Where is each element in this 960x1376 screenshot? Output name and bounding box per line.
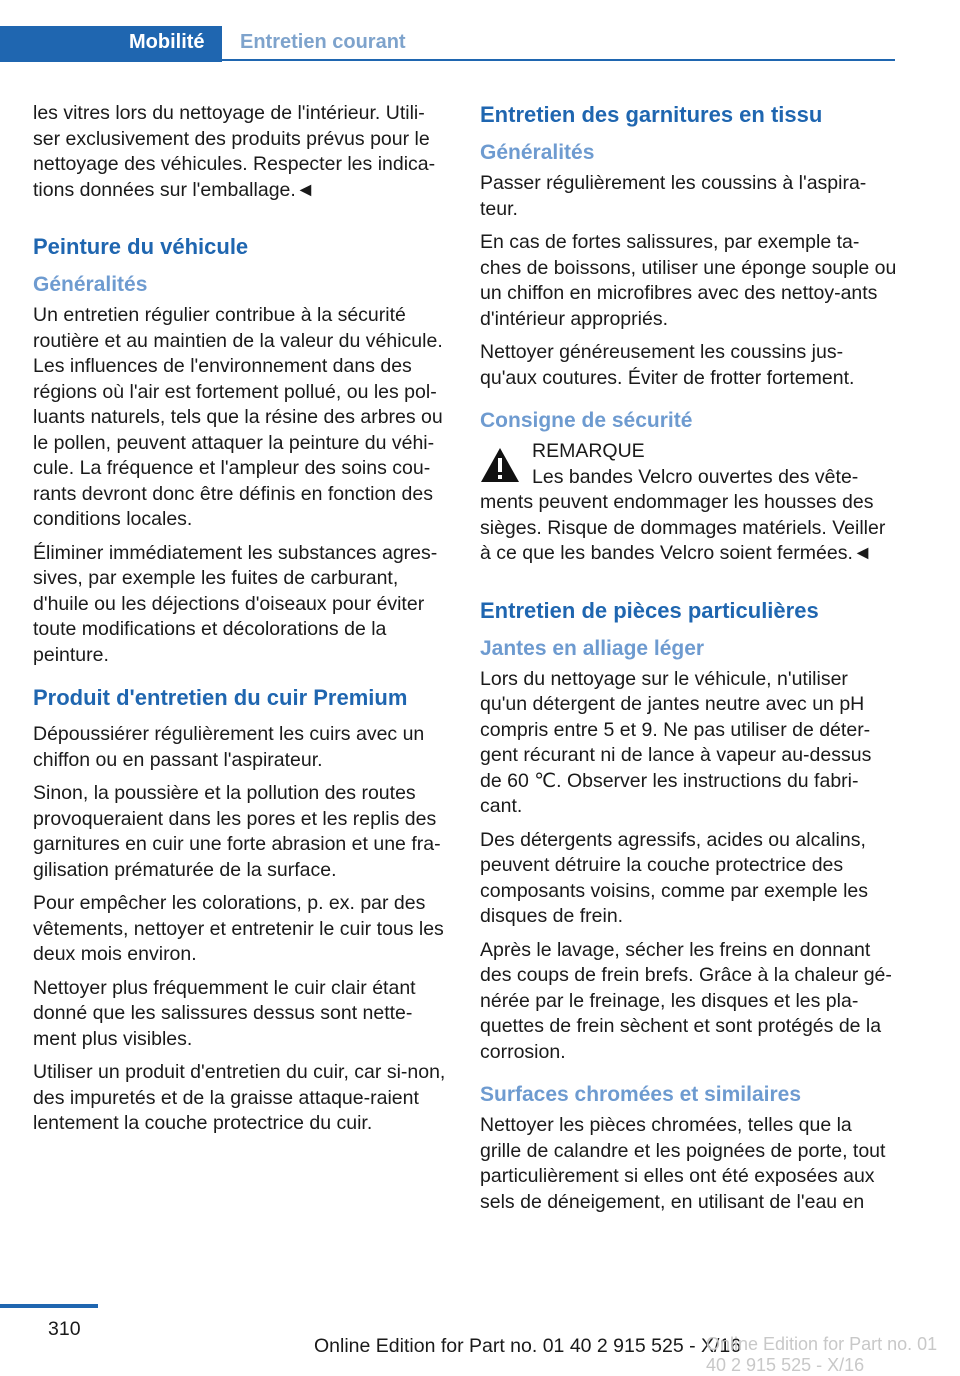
chrome-paragraph-1: Nettoyer les pièces chromées, telles que la grille de calandre et les poignées de porte, tout particulièrement si elles ont été exposées aux sels de déneigement, en utilisant de l'eau en: [480, 1114, 886, 1213]
subheading-safety: Consigne de sécurité: [480, 409, 693, 432]
leather-paragraph-2: Sinon, la poussière et la pollution des routes provoqueraient dans les pores et les replis des garnitures en cuir une forte abrasion et une fra-gilisation prématurée de la surface.: [33, 782, 441, 881]
section-tab: [0, 26, 222, 62]
heading-paint: Peinture du véhicule: [33, 234, 249, 259]
subheading-chrome: Surfaces chromées et similaires: [480, 1083, 802, 1106]
footer-rule: [0, 1304, 98, 1308]
rims-paragraph-1: Lors du nettoyage sur le véhicule, n'utiliser qu'un détergent de jantes neutre avec un pH compris entre 5 et 9. Ne pas utiliser de déter-gent récurant ni de lance à vapeur au-dessus de 60 ℃. Observer les instructions du fabri-cant.: [480, 667, 872, 817]
edition-label: Online Edition for Part no. 01 40 2 915 525 - X/16: [314, 1335, 742, 1357]
warning-note: [480, 439, 898, 567]
header-rule: [222, 59, 895, 61]
leather-paragraph-5: Utiliser un produit d'entretien du cuir, car si-non, des impuretés et de la graisse attaque-raient lentement la couche protectrice du cuir.: [33, 1061, 446, 1134]
intro-paragraph: les vitres lors du nettoyage de l'intérieur. Utili-ser exclusivement des produits prévus pour le nettoyage des véhicules. Respecter les indica-tions données sur l'emballage.◄: [33, 102, 436, 201]
heading-fabric: Entretien des garnitures en tissu: [480, 102, 823, 127]
subheading-rims: Jantes en alliage léger: [480, 636, 705, 660]
fabric-paragraph-3: Nettoyer généreusement les coussins jus-qu'aux coutures. Éviter de frotter fortement.: [480, 341, 855, 389]
rims-paragraph-3: Après le lavage, sécher les freins en donnant des coups de frein brefs. Grâce à la chaleur gé-nérée par le freinage, les disques et les pla-quettes de frein sèchent et sont protégés de la corrosion.: [480, 938, 892, 1063]
watermark: Online Edition for Part no. 01 40 2 915 525 - X/16: [706, 1334, 938, 1375]
warning-triangle-icon: [480, 447, 520, 483]
paint-paragraph-1: Un entretien régulier contribue à la sécurité routière et au maintien de la valeur du véhicule. Les influences de l'environnement dans des régions où l'air est fortement pollué, ou les pol-luants naturels, tels que la résine des arbres ou le pollen, peuvent attaquer la peinture du véhi-cule. La fréquence et l'ampleur des soins cou-rants devront donc être définis en fonction des conditions locales.: [33, 304, 443, 530]
section-tab-label: Mobilité: [129, 31, 205, 53]
subheading-paint-general: Généralités: [33, 273, 148, 296]
fabric-paragraph-2: En cas de fortes salissures, par exemple ta-ches de boissons, utiliser une éponge souple ou un chiffon en microfibres avec des nettoy-ants d'intérieur appropriés.: [480, 231, 897, 330]
heading-parts: Entretien de pièces particulières: [480, 597, 819, 623]
rims-paragraph-2: Des détergents agressifs, acides ou alcalins, peuvent détruire la couche protectrice des composants voisins, comme par exemple les disques de frein.: [480, 828, 868, 927]
paint-paragraph-2: Éliminer immédiatement les substances agres-sives, par exemple les fuites de carburant, d'huile ou les déjections d'oiseaux pour éviter toute modifications et décolorations de la peinture.: [33, 541, 438, 666]
warning-text: Les bandes Velcro ouvertes des vête-ments peuvent endommager les housses des sièges. Risque de dommages matériels. Veiller à ce que les bandes Velcro soient fermées.◄: [480, 465, 886, 564]
page-number: 310: [48, 1318, 81, 1340]
fabric-paragraph-1: Passer régulièrement les coussins à l'aspira-teur.: [480, 172, 867, 220]
leather-paragraph-3: Pour empêcher les colorations, p. ex. par des vêtements, nettoyer et entretenir le cuir tous les deux mois environ.: [33, 892, 444, 965]
left-column: [33, 101, 451, 1145]
leather-paragraph-1: Dépoussiérer régulièrement les cuirs avec un chiffon ou en passant l'aspirateur.: [33, 723, 425, 771]
subheading-fabric-general: Généralités: [480, 141, 595, 164]
heading-leather: Produit d'entretien du cuir Premium: [33, 685, 408, 710]
page-header: [0, 26, 895, 62]
warning-label: REMARQUE: [532, 440, 645, 462]
subsection-tab: Entretien courant: [240, 31, 406, 53]
right-column: [480, 101, 898, 1223]
leather-paragraph-4: Nettoyer plus fréquemment le cuir clair étant donné que les salissures dessus sont nette-ment plus visibles.: [33, 976, 416, 1050]
